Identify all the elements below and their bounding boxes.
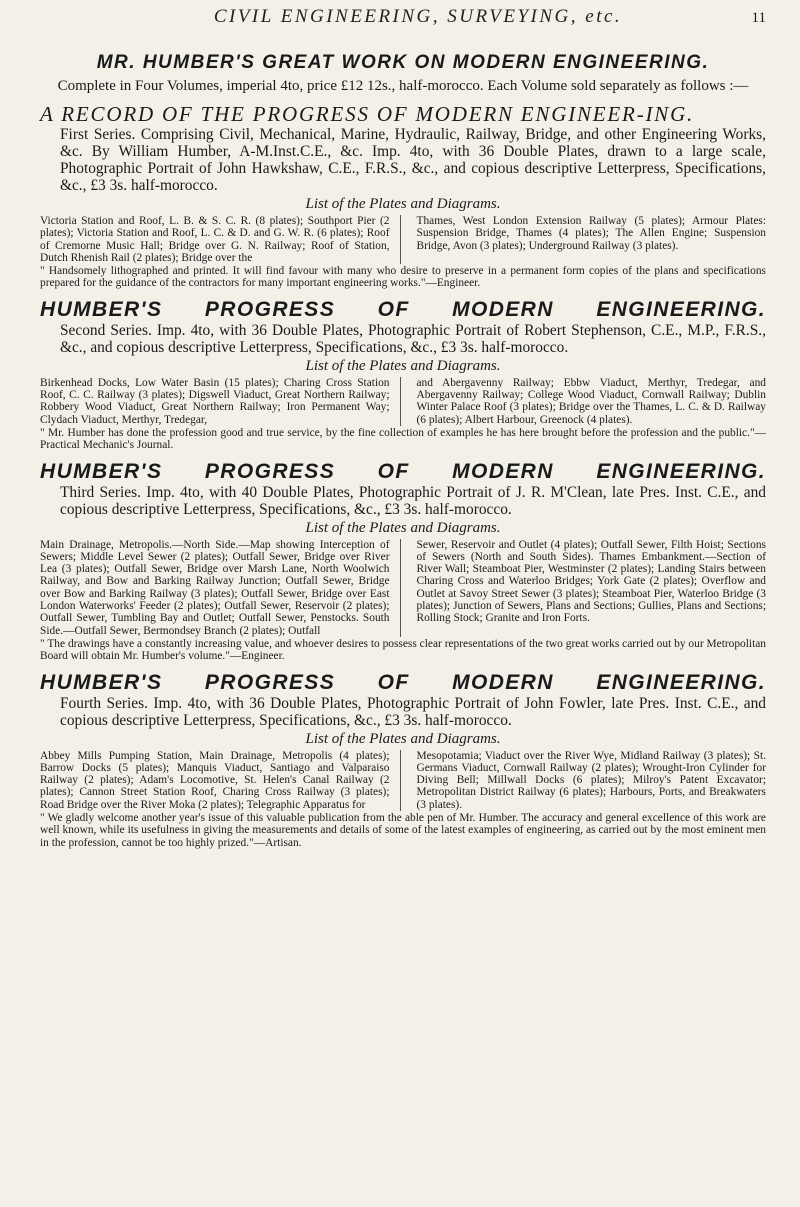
running-head-title: CIVIL ENGINEERING, SURVEYING, etc. [213,6,623,27]
third-series-review: " The drawings have a constantly increasing value, and whoever desires to possess clear representations of the two great works carried out by our Metropolitan Board will obtain Mr. Humber's volume."—Engineer. [40,637,766,663]
fourth-series-plates-left: Abbey Mills Pumping Station, Main Drainage, Metropolis (4 plates); Barrow Docks (5 plates); Manquis Viaduct, Santiago and Valparaiso Railway (2 plates); Adam's Locomotive, St. Helen's Canal Railway (2 plates); Cannon Street Station Roof, Charing Cross Railway (3 plates); Road Bridge over the River Moka (2 plates); Telegraphic Apparatus for [40,750,401,811]
fourth-series-heading: HUMBER'S PROGRESS OF MODERN ENGINEERING. [40,670,766,694]
third-series-plates-right: Sewer, Reservoir and Outlet (4 plates); Outfall Sewer, Filth Hoist; Sections of Sewers (North and South Sides). Thames Embankment.—Section of River Wall; Steamboat Pier, Westminster (2 plates); Landing Stairs between Charing Cross and Waterloo Bridges; York Gate (2 plates); Overflow and Outlet at Savoy Street Sewer (3 plates); Steamboat Pier, Waterloo Bridge (3 plates); Junction of Sewers, Plans and Sections; Gullies, Plans and Sections; Rolling Stock; Granite and Iron Forts. [416,538,766,625]
running-head [40,0,766,36]
intro-text: Complete in Four Volumes, imperial 4to, price £12 12s., half-morocco. Each Volume sold separately as follows :— [57,78,749,94]
first-series-title: A RECORD OF THE PROGRESS OF MODERN ENGINEER-ING. [40,102,695,126]
second-series-description: Second Series. Imp. 4to, with 36 Double Plates, Photographic Portrait of Robert Stephenson, C.E., M.P., F.R.S., &c., and copious descriptive Letterpress, Specifications, &c., £3 3s. half-morocco. [60,321,766,356]
third-series-list-title: List of the Plates and Diagrams. [305,519,501,536]
first-series-plates-right: Thames, West London Extension Railway (5 plates); Armour Plates: Suspension Bridge, Thames (4 plates); The Allen Engine; Suspension Bridge, Avon (3 plates); Underground Railway (3 plates). [416,215,766,252]
first-series-review: " Handsomely lithographed and printed. It will find favour with many who desire to preserve in a permanent form copies of the plans and specifications prepared for the guidance of the contractors for many important engineering works."—Engineer. [40,265,766,290]
fourth-series-plates [40,750,766,811]
third-series-heading: HUMBER'S PROGRESS OF MODERN ENGINEERING. [40,459,766,483]
second-series-section [40,298,766,452]
fourth-series-list-title: List of the Plates and Diagrams. [305,730,501,747]
second-series-heading: HUMBER'S PROGRESS OF MODERN ENGINEERING. [40,297,766,321]
second-series-plates [40,377,766,426]
first-series-section [40,103,766,290]
first-series-plates-left: Victoria Station and Roof, L. B. & S. C. R. (8 plates); Southport Pier (2 plates); Victoria Station and Roof, L. C. & D. and G. W. R. (6 plates); Roof of Cremorne Music Hall; Bridge over G. N. Railway; Roof of Station, Dutch Rhenish Rail (2 plates); Bridge over the [40,215,401,264]
third-series-section [40,460,766,663]
second-series-review: " Mr. Humber has done the profession good and true service, by the fine collection of examples he has here brought before the profession and the public."—Practical Mechanic's Journal. [40,426,766,452]
fourth-series-review: " We gladly welcome another year's issue of this valuable publication from the able pen of Mr. Humber. The accuracy and general excellence of this work are well known, while its usefulness in giving the measurements and details of some of the latest examples of engineering, as carried out by the most eminent men in the profession, cannot be too highly prized."—Artisan. [40,812,766,849]
first-series-plates [40,215,766,264]
third-series-plates [40,539,766,637]
second-series-plates-right: and Abergavenny Railway; Ebbw Viaduct, Merthyr, Tredegar, and Abergavenny Railway; College Wood Viaduct, Cornwall Railway; Dublin Winter Palace Roof (3 plates); Bridge over the Thames, L. C. & D. Railway (6 plates); Albert Harbour, Greenock (4 plates). [416,376,766,426]
second-series-plates-left: Birkenhead Docks, Low Water Basin (15 plates); Charing Cross Station Roof, C. C. Railway (3 plates); Digswell Viaduct, Great Northern Railway; Robbery Wood Viaduct, Great Northern Railway; Iron Permanent Way; Clydach Viaduct, Merthyr, Tredegar, [40,377,401,426]
page-number: 11 [751,10,766,26]
fourth-series-section [40,671,766,849]
first-series-list-title: List of the Plates and Diagrams. [305,196,501,212]
second-series-list-title: List of the Plates and Diagrams. [305,357,501,374]
main-heading: MR. HUMBER'S GREAT WORK ON MODERN ENGINEERING. [96,52,710,73]
first-series-description: First Series. Comprising Civil, Mechanical, Marine, Hydraulic, Railway, Bridge, and other Engineering Works, &c. By William Humber, A-M.Inst.C.E., &c. Imp. 4to, with 36 Double Plates, drawn to a large scale, Photographic Portrait of John Hawkshaw, C.E., F.R.S., &c., and copious descriptive Letterpress, Specifications, &c., £3 3s. half-morocco. [60,126,766,194]
fourth-series-plates-right: Mesopotamia; Viaduct over the River Wye, Midland Railway (3 plates); St. Germans Viaduct, Cornwall Railway (2 plates); Wrought-Iron Cylinder for Diving Bell; Millwall Docks (6 plates); Milroy's Patent Excavator; Metropolitan District Railway (6 plates); Harbours, Ports, and Breakwaters (3 plates). [416,749,766,811]
fourth-series-description: Fourth Series. Imp. 4to, with 36 Double Plates, Photographic Portrait of John Fowler, late Pres. Inst. C.E., and copious descriptive Letterpress, Specifications, &c., £3 3s. half-morocco. [60,694,766,729]
third-series-plates-left: Main Drainage, Metropolis.—North Side.—Map showing Interception of Sewers; Middle Level Sewer (2 plates); Outfall Sewer, Bridge over River Lea (3 plates); Outfall Sewer, Bridge over Marsh Lane, North Woolwich Railway, and Bow and Barking Railway Junction; Outfall Sewer, Bridge over Bow and Barking Railway (3 plates); Outfall Sewer, Bridge over East London Waterworks' Feeder (2 plates); Outfall Sewer, Reservoir (2 plates); Outfall Sewer, Tumbling Bay and Outlet; Outfall Sewer, Penstocks. South Side.—Outfall Sewer, Bermondsey Branch (2 plates); Outfall [40,539,401,637]
third-series-description: Third Series. Imp. 4to, with 40 Double Plates, Photographic Portrait of J. R. M'Clean, late Pres. Inst. C.E., and copious descriptive Letterpress, Specifications, &c., £3 3s. half-morocco. [60,483,766,518]
